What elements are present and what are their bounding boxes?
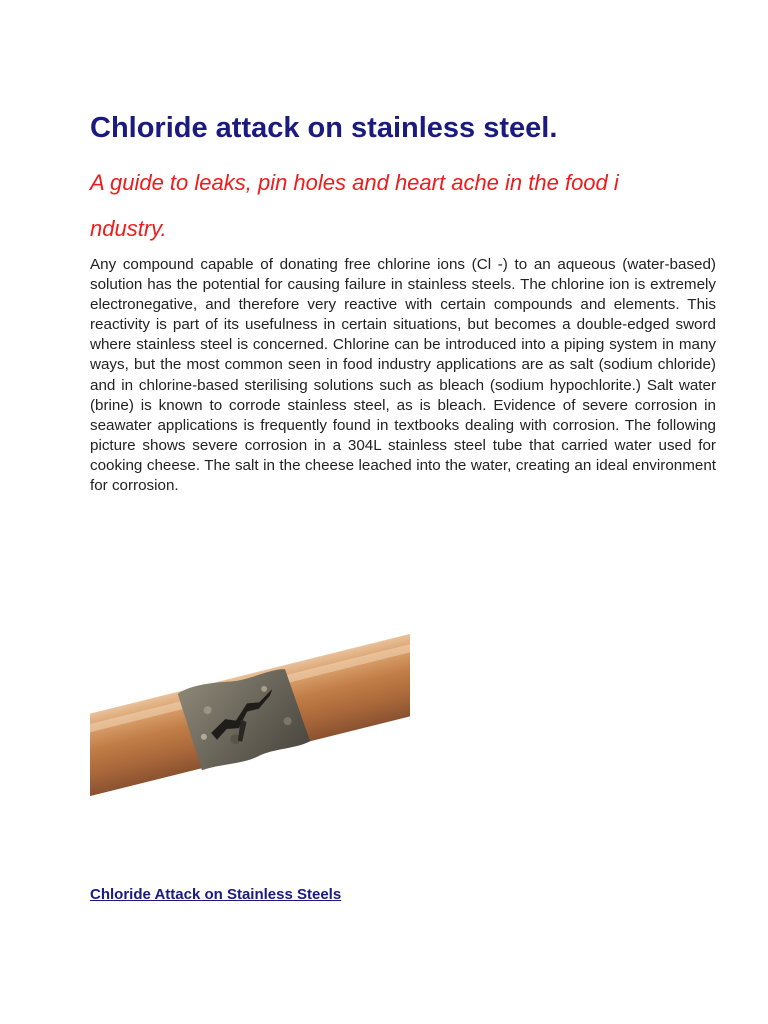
page-subtitle: A guide to leaks, pin holes and heart ache in the food i ndustry. xyxy=(90,170,619,241)
corroded-pipe-image xyxy=(90,605,410,805)
body-paragraph: Any compound capable of donating free chlorine ions (Cl -) to an aqueous (water-based) solution has the potential for causing failure in stainless steels. The chlorine ion is extremely electronegative, and therefore very reactive with certain compounds and elements. This reactivity is part of its usefulness in certain situations, but becomes a double-edged sword where stainless steel is concerned. Chlorine can be introduced into a piping system in many ways, but the most common seen in food industry applications are as salt (sodium chloride) and in chlorine-based sterilising solutions such as bleach (sodium hypochlorite.) Salt water (brine) is known to corrode stainless steel, as is bleach. Evidence of severe corrosion in seawater applications is frequently found in textbooks dealing with corrosion. The following picture shows severe corrosion in a 304L stainless steel tube that carried water used for cooking cheese. The salt in the cheese leached into the water, creating an ideal environment for corrosion. xyxy=(90,256,716,495)
page-title: Chloride attack on stainless steel. xyxy=(90,112,558,144)
chloride-attack-link[interactable]: Chloride Attack on Stainless Steels xyxy=(90,886,342,903)
corroded-pipe-photo xyxy=(90,605,410,805)
